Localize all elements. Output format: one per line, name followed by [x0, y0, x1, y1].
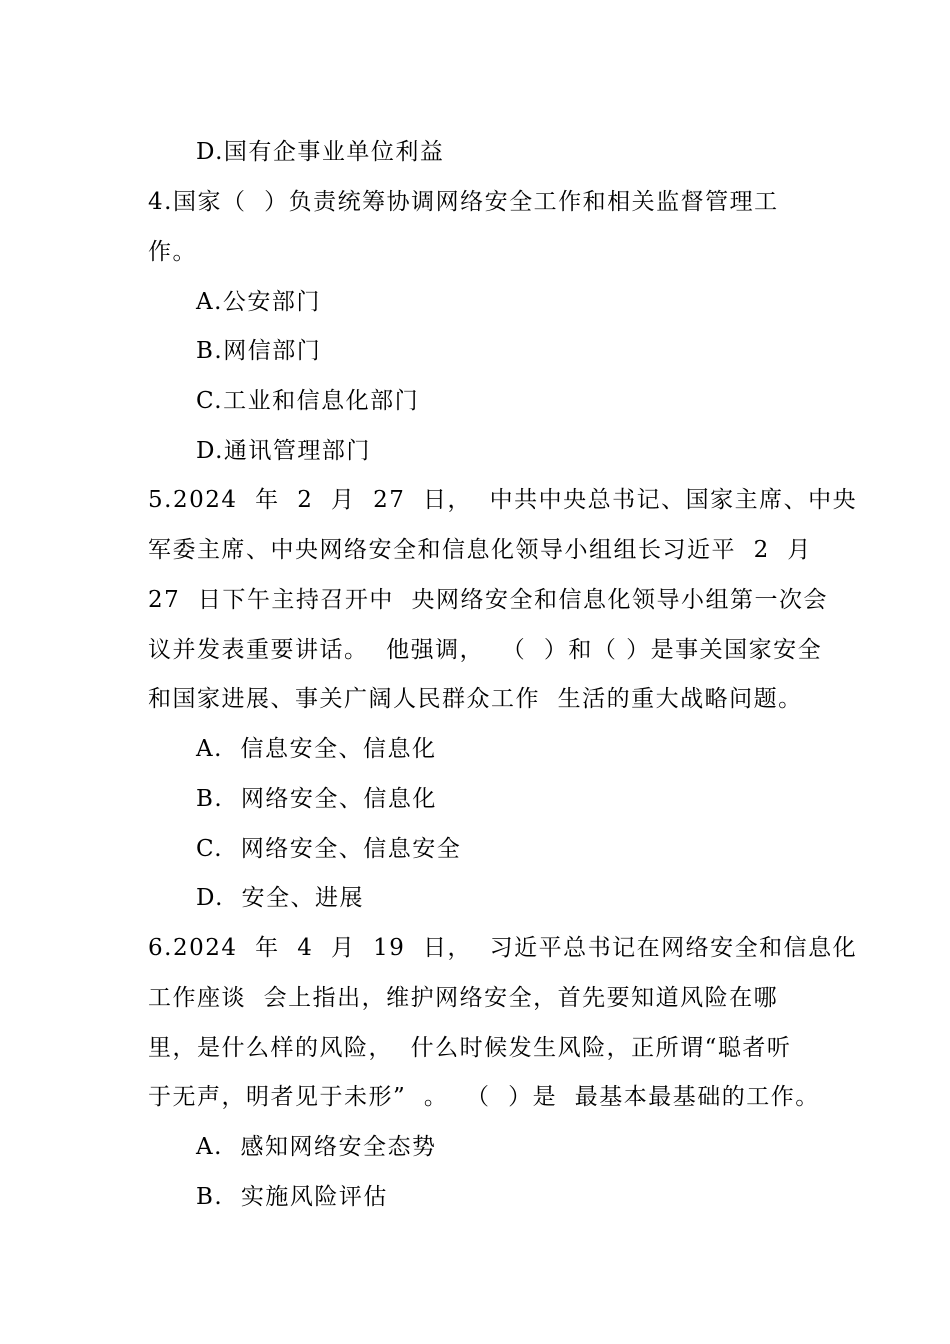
q5-stem-line-2: 军委主席、中央网络安全和信息化领导小组组长习近平 2 月: [148, 537, 812, 563]
q6-stem-line-1: 6.2024 年 4 月 19 日， 习近平总书记在网络安全和信息化: [148, 935, 858, 961]
q4-option-b: B.网信部门: [196, 338, 322, 364]
q4-option-a: A.公安部门: [196, 289, 321, 315]
q5-stem-line-5: 和国家进展、事关广阔人民群众工作 生活的重大战略问题。: [148, 686, 803, 712]
q5-option-d: D. 安全、进展: [196, 885, 365, 911]
q4-stem-line-1: 4.国家（ ）负责统筹协调网络安全工作和相关监督管理工: [148, 189, 779, 215]
q4-option-d: D.通讯管理部门: [196, 438, 371, 464]
q6-option-a: A. 感知网络安全态势: [196, 1134, 437, 1160]
q5-stem-line-3: 27 日下午主持召开中 央网络安全和信息化领导小组第一次会: [148, 587, 829, 613]
q6-stem-line-3: 里，是什么样的风险， 什么时候发生风险，正所谓“聪者听: [148, 1035, 792, 1061]
q3-option-d: D.国有企事业单位利益: [196, 139, 445, 165]
q6-stem-line-2: 工作座谈 会上指出，维护网络安全，首先要知道风险在哪: [148, 985, 779, 1011]
q6-option-b: B. 实施风险评估: [196, 1184, 388, 1210]
q6-stem-line-4: 于无声，明者见于未形” 。 （ ）是 最基本最基础的工作。: [148, 1084, 820, 1110]
q5-stem-line-1: 5.2024 年 2 月 27 日， 中共中央总书记、国家主席、中央: [148, 487, 858, 513]
q4-option-c: C.工业和信息化部门: [196, 388, 420, 414]
q5-option-c: C. 网络安全、信息安全: [196, 836, 462, 862]
q5-option-b: B. 网络安全、信息化: [196, 786, 437, 812]
q4-stem-line-2: 作。: [148, 239, 197, 265]
q5-option-a: A. 信息安全、信息化: [196, 736, 437, 762]
q5-stem-line-4: 议并发表重要讲话。 他强调， （ ）和（ ）是事关国家安全: [148, 637, 823, 663]
